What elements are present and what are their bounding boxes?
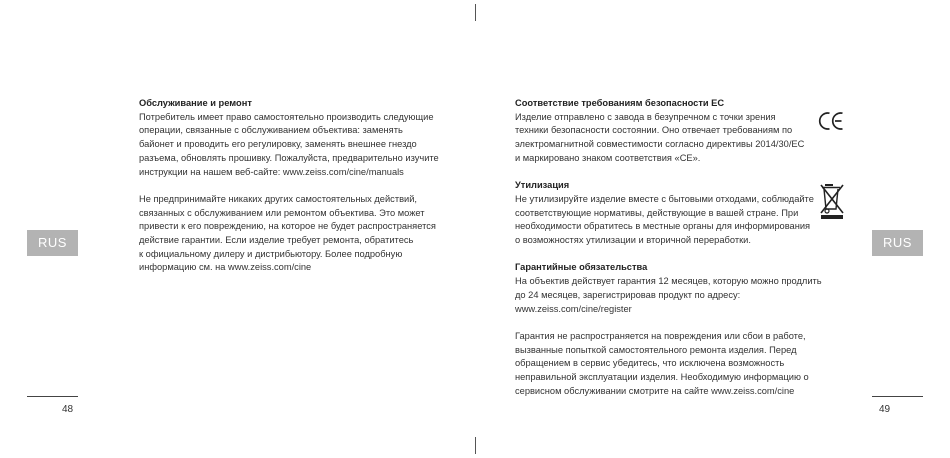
warranty-note-line: сервисном обслуживании смотрите на сайте www.zeiss.com/cine xyxy=(515,385,795,396)
disposal-heading: Утилизация xyxy=(515,180,570,191)
conformity-paragraph xyxy=(515,111,825,166)
service-line: операции, связанные с обслуживанием объектива: заменять xyxy=(139,125,403,136)
language-tab-right: RUS xyxy=(872,230,923,256)
disposal-line: о возможностях утилизации и вторичной переработки. xyxy=(515,235,751,246)
conformity-line: Изделие отправлено с завода в безупречном с точки зрения xyxy=(515,111,776,122)
conformity-line: техники безопасности состоянии. Оно отвечает требованиям по xyxy=(515,125,793,136)
warranty-line: до 24 месяцев, зарегистрировав продукт по адресу: xyxy=(515,289,741,300)
page-number-left: 48 xyxy=(62,404,74,415)
warning-line: к официальному дилеру и дистрибьютору. Более подробную xyxy=(139,248,403,259)
warranty-note-paragraph xyxy=(515,330,825,399)
warning-line: Не предпринимайте никаких других самостоятельных действий, xyxy=(139,193,417,204)
service-heading: Обслуживание и ремонт xyxy=(139,98,252,108)
page-number-right: 49 xyxy=(879,404,891,415)
warranty-heading: Гарантийные обязательства xyxy=(515,262,648,273)
warranty-note-line: вызванные попыткой самостоятельного ремонта изделия. Перед xyxy=(515,344,797,355)
service-line: байонет и проводить его регулировку, заменять внешнее гнездо xyxy=(139,139,417,150)
service-line: инструкции на нашем веб-сайте: www.zeiss.com/cine/manuals xyxy=(139,166,404,177)
left-column xyxy=(139,97,449,275)
warning-line: информацию см. на www.zeiss.com/cine xyxy=(139,262,312,273)
service-paragraph xyxy=(139,111,449,180)
ce-mark-icon xyxy=(818,110,844,132)
warning-line: привести к его повреждению, на которое не будет распространяется xyxy=(139,221,436,232)
conformity-heading: Соответствие требованиям безопасности ЕС xyxy=(515,98,725,108)
crop-mark-bottom xyxy=(475,437,476,454)
disposal-line: необходимости обратитесь в местные органы для информирования xyxy=(515,221,811,232)
conformity-line: электромагнитной совместимости согласно директивы 2014/30/ЕС xyxy=(515,139,805,150)
disposal-line: соответствующие нормативы, действующие в вашей стране. При xyxy=(515,207,799,218)
crossed-out-wheelie-bin-icon xyxy=(819,182,845,220)
warranty-line: На объектив действует гарантия 12 месяцев, которую можно продлить xyxy=(515,276,822,287)
right-column xyxy=(515,97,825,398)
footer-rule-right xyxy=(872,396,923,397)
warranty-note-line: неправильной эксплуатации изделия. Необходимую информацию о xyxy=(515,372,809,383)
warranty-paragraph xyxy=(515,275,825,316)
warning-line: действие гарантии. Если изделие требует ремонта, обратитесь xyxy=(139,235,414,246)
warranty-note-line: обращением в сервис убедитесь, что исключена возможность xyxy=(515,358,785,369)
warning-paragraph xyxy=(139,193,449,275)
conformity-line: и маркировано знаком соответствия «CE». xyxy=(515,152,701,163)
warranty-line: www.zeiss.com/cine/register xyxy=(515,303,632,314)
footer-rule-left xyxy=(27,396,78,397)
warning-line: связанных с обслуживанием или ремонтом объектива. Это может xyxy=(139,207,425,218)
service-line: разъема, обновлять прошивку. Пожалуйста, предварительно изучите xyxy=(139,152,439,163)
disposal-paragraph xyxy=(515,193,825,248)
service-line: Потребитель имеет право самостоятельно производить следующие xyxy=(139,111,434,122)
disposal-line: Не утилизируйте изделие вместе с бытовыми отходами, соблюдайте xyxy=(515,193,814,204)
language-tab-left: RUS xyxy=(27,230,78,256)
warranty-note-line: Гарантия не распространяется на повреждения или сбои в работе, xyxy=(515,330,806,341)
crop-mark-top xyxy=(475,4,476,21)
